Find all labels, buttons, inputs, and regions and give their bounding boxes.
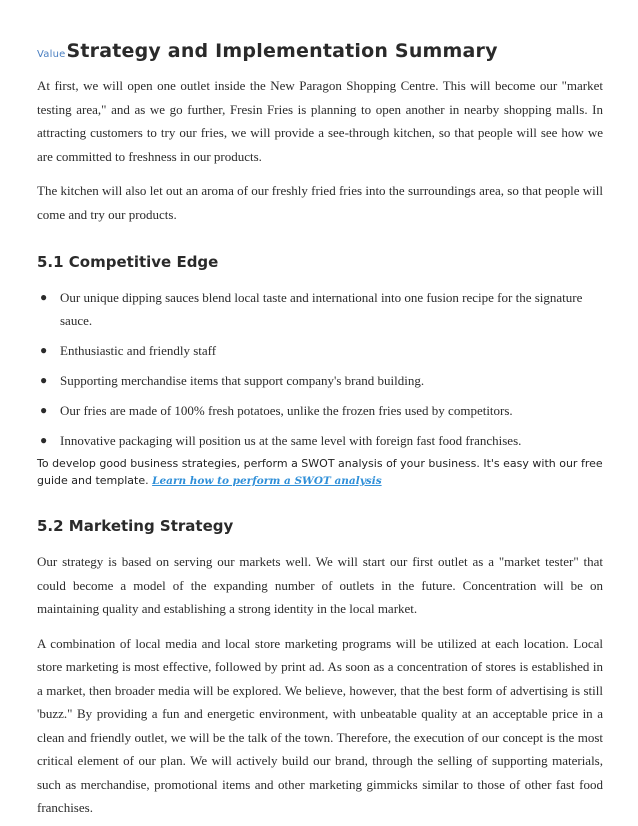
bullet-icon: ●	[40, 403, 48, 417]
list-item	[37, 339, 603, 362]
list-item	[37, 286, 603, 332]
page-title	[37, 38, 603, 68]
marketing-paragraph-2: A combination of local media and local store marketing programs will be utilized at each location. Local store marketing is most effective, followed by print ad. As soon as a concentration of stores is established in a market, then broader media will be explored. We believe, however, that the best form of advertising is still 'buzz." By providing a fun and energetic environment, with unbeatable quality at an acceptable price in a clean and friendly outlet, we will be the talk of the town. Therefore, the execution of our concept is the most critical element of our plan. We will actively build our brand, through the selling of supporting materials, such as merchandise, promotional items and other marketing gimmicks similar to those of other fast food franchises.	[37, 635, 603, 815]
list-item	[37, 399, 603, 422]
intro-paragraph-1: At first, we will open one outlet inside the New Paragon Shopping Centre. This will become our "market testing area," and as we go further, Fresin Fries is planning to open another in nearby shopping malls. In attracting customers to try our fries, we will provide a see-through kitchen, so that people will see how we are committed to freshness in our products.	[37, 78, 603, 164]
list-item-text: Our fries are made of 100% fresh potatoes, unlike the frozen fries used by competitors.	[60, 403, 513, 418]
list-item-text: Our unique dipping sauces blend local taste and international into one fusion recipe for the signature sauce.	[60, 290, 583, 328]
competitive-edge-list	[37, 286, 603, 452]
marketing-paragraph-1: Our strategy is based on serving our markets well. We will start our first outlet as a "market tester" that could become a model of the expanding number of outlets in the future. Concentration will be on maintaining quality and establishing a strong identity in the local market.	[37, 554, 603, 616]
bullet-icon: ●	[40, 373, 48, 387]
section-heading-marketing-strategy: 5.2 Marketing Strategy	[37, 517, 234, 535]
value-tag: Value	[37, 49, 66, 60]
swot-note	[37, 455, 603, 490]
swot-guide-link[interactable]: Learn how to perform a SWOT analysis	[152, 475, 382, 487]
document-page	[37, 38, 603, 820]
list-item	[37, 369, 603, 392]
bullet-icon: ●	[40, 433, 48, 447]
intro-paragraph-2: The kitchen will also let out an aroma of our freshly fried fries into the surroundings area, so that people will come and try our products.	[37, 183, 603, 222]
bullet-icon: ●	[40, 343, 48, 357]
title-text: Strategy and Implementation Summary	[66, 40, 498, 62]
swot-note-text: To develop good business strategies, perform a SWOT analysis of your business. It's easy with our free guide and template.	[37, 457, 603, 487]
list-item-text: Supporting merchandise items that support company's brand building.	[60, 373, 425, 388]
bullet-icon: ●	[40, 290, 48, 304]
list-item	[37, 429, 603, 452]
list-item-text: Enthusiastic and friendly staff	[60, 343, 217, 358]
list-item-text: Innovative packaging will position us at the same level with foreign fast food franchises.	[60, 433, 522, 448]
section-heading-competitive-edge: 5.1 Competitive Edge	[37, 253, 219, 271]
